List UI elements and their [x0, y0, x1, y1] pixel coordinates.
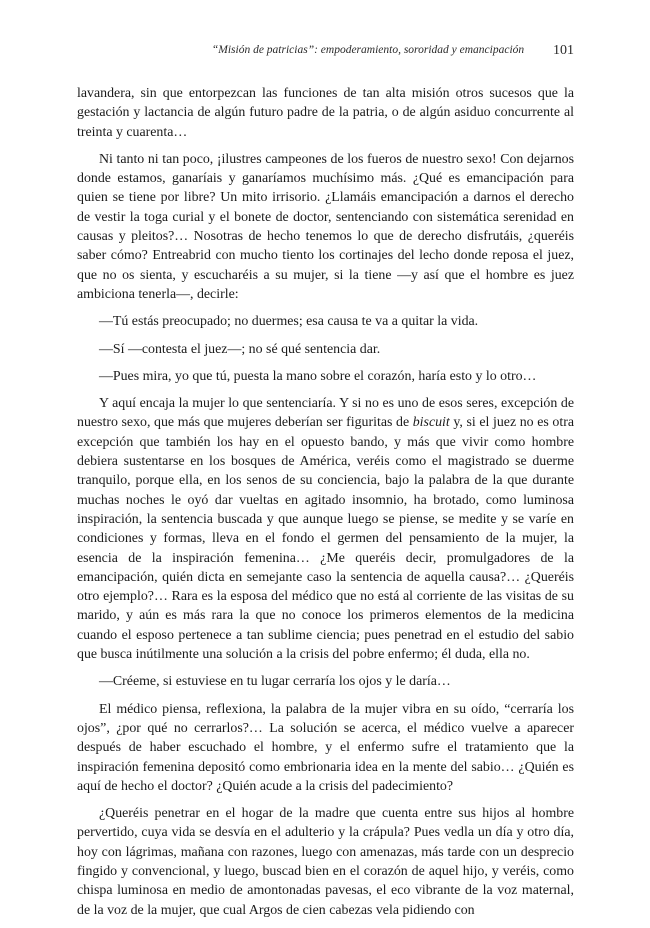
italic-term: biscuit — [412, 415, 450, 431]
dialogue-line: —Créeme, si estuviese en tu lugar cerraría los ojos y le daría… — [99, 674, 451, 690]
paragraph-continued: lavandera, sin que entorpezcan las funciones de tan alta misión otros sucesos que la gestación y lactancia de algún futuro padre de la patria, o de algún asiduo concurrente al treinta y cuarenta… — [77, 86, 574, 140]
dialogue-line: —Sí —contesta el juez—; no sé qué sentencia dar. — [99, 341, 381, 357]
paragraph: Ni tanto ni tan poco, ¡ilustres campeones de los fueros de nuestro sexo! Con dejarnos donde estamos, ganaríais y ganaríamos muchísimo más. ¿Qué es emancipación para quien se tiene por libre? Un mito irrisorio. ¿Llamáis emancipación a darnos el derecho de vestir la toga curial y el bonete de doctor, sentenciando con sistemática serenidad en causas y pleitos?… Nosotras de hecho tenemos lo que de derecho disfrutáis, ¿queréis saber cómo? Entreabrid con mucho tiento los cortinajes del lecho donde reposa el juez, que no os sienta, y escucharéis a su mujer, si la tiene —y así que el hombre es juez ambiciona tenerla—, decirle: — [77, 151, 574, 302]
paragraph — [77, 394, 574, 664]
dialogue-line: —Pues mira, yo que tú, puesta la mano sobre el corazón, haría esto y lo otro… — [99, 368, 537, 384]
body-text — [77, 84, 574, 928]
page-number: 101 — [553, 43, 574, 58]
running-head: “Misión de patricias”: empoderamiento, sororidad y emancipación — [211, 44, 525, 56]
paragraph: El médico piensa, reflexiona, la palabra de la mujer vibra en su oído, “cerraría los ojos”, ¿por qué no cerrarlos?… La solución se acerca, el médico vuelve a aparecer después de haber escuchado el hombre, y el enfermo sufre el tratamiento que la inspiración femenina depositó como embrionaria idea en la mente del sabio… ¿Quién es aquí de hecho el doctor? ¿Quién acude a la crisis del padecimiento? — [77, 701, 574, 794]
paragraph: ¿Queréis penetrar en el hogar de la madre que cuenta entre sus hijos al hombre pervertido, cuya vida se desvía en el adulterio y la crápula? Pues vedla un día y otro día, hoy con lágrimas, mañana con razones, luego con amenazas, más tarde con un desprecio fingido y convencional, y luego, buscad bien en el corazón de aquel hijo, y veréis, como chispa luminosa en medio de amontonadas pavesas, el eco vibrante de la voz maternal, de la voz de la mujer, que cual Argos de cien cabezas vela pidiendo con — [77, 806, 574, 918]
dialogue-line: —Tú estás preocupado; no duermes; esa causa te va a quitar la vida. — [99, 314, 479, 330]
paragraph-text: y, si el juez no es otra excepción que también los hay en el opuesto bando, y más que vivir como hombre debiera sustentarse en los bosques de América, veréis como el magistrado se duerme tranquilo, porque ella, en los senos de su conciencia, bajo la palabra de la que durante muchas noches le oyó dar vueltas en agitado insomnio, ha brotado, como luminosa inspiración, la sentencia buscada y que aunque luego se piense, se medite y se varíe en condiciones y formas, lleva en el fondo el germen del pensamiento de la mujer, la esencia de la inspiración femenina… ¿Me queréis decir, promulgadores de la emancipación, quién dicta en semejante caso la sentencia de aquella causa?… ¿Queréis otro ejemplo?… Rara es la esposa del médico que no está al corriente de las visitas de su marido, y aún es más rara la que no conoce los primeros elementos de la medicina cuando el esposo pertenece a tan sublime ciencia; pues penetrad en el estudio del sabio que busca inútilmente una solución a la crisis del pobre enfermo; él duda, ella no. — [77, 415, 574, 663]
paragraph-text: Y aquí encaja la mujer lo que sentenciaría. Y si no es uno de esos seres, excepción de nuestro sexo, que más que mujeres deberían ser figuritas de — [77, 396, 574, 431]
